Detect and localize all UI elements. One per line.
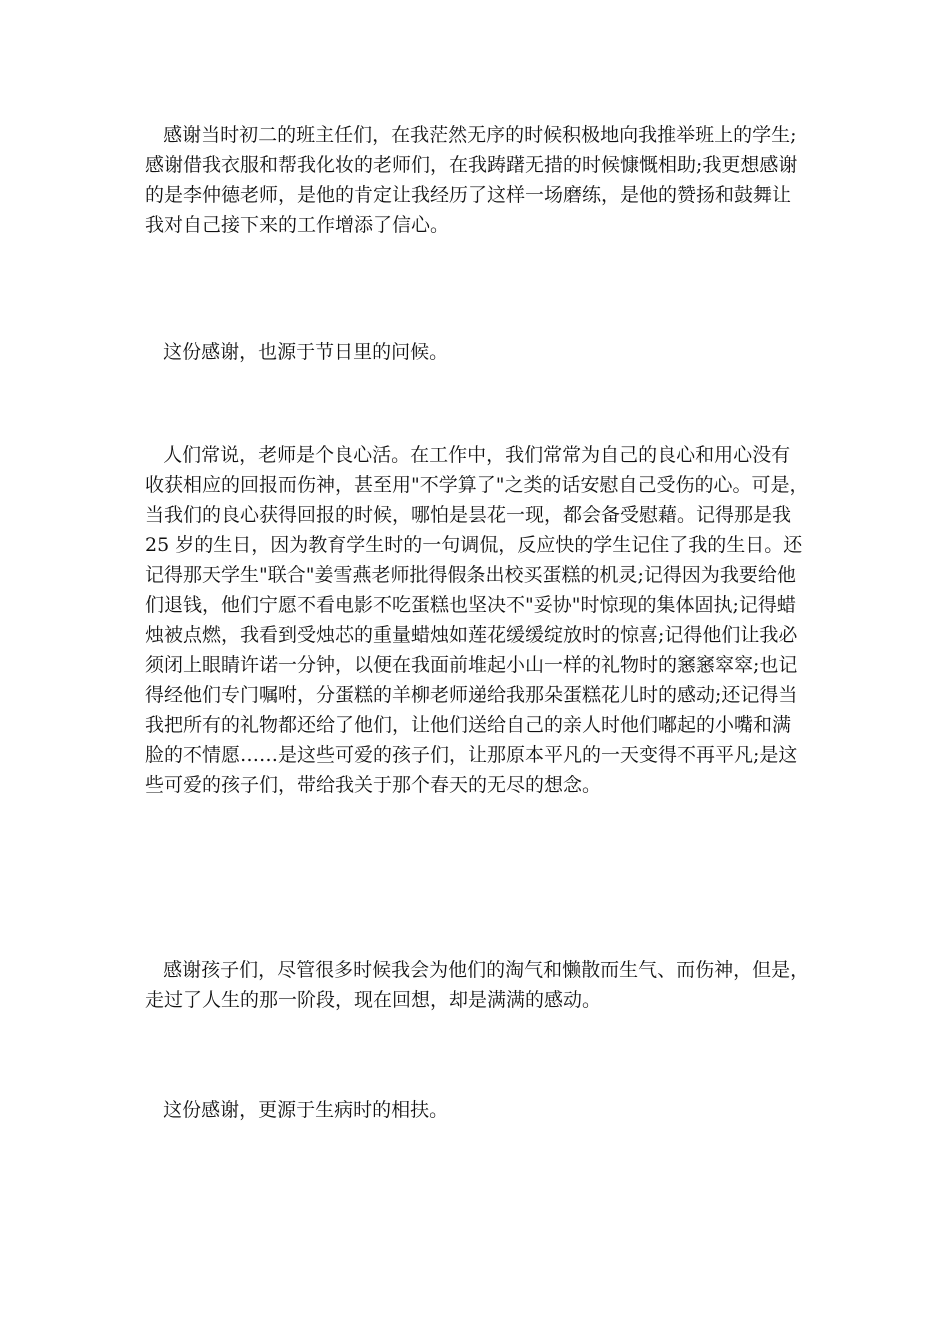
text-line: 些可爱的孩子们，带给我关于那个春天的无尽的想念。 [145, 774, 602, 796]
text-line: 人们常说，老师是个良心活。在工作中，我们常常为自己的良心和用心没有 [145, 444, 791, 466]
paragraph-thanks-teachers [145, 120, 810, 240]
text-line: 的是李仲德老师，是他的肯定让我经历了这样一场磨练，是他的赞扬和鼓舞让 [145, 184, 792, 206]
text-line: 们退钱，他们宁愿不看电影不吃蛋糕也坚决不"妥协"时惊现的集体固执;记得蜡 [145, 594, 796, 616]
text-line: 须闭上眼睛许诺一分钟，以便在我面前堆起小山一样的礼物时的窸窸窣窣;也记 [145, 654, 798, 676]
text-line: 走过了人生的那一阶段，现在回想，却是满满的感动。 [145, 989, 602, 1011]
text-line: 得经他们专门嘱咐，分蛋糕的羊柳老师递给我那朵蛋糕花儿时的感动;还记得当 [145, 684, 798, 706]
text-line: 感谢孩子们，尽管很多时候我会为他们的淘气和懒散而生气、而伤神，但是， [145, 959, 810, 981]
text-line: 这份感谢，更源于生病时的相扶。 [145, 1099, 449, 1121]
text-line: 这份感谢，也源于节日里的问候。 [145, 341, 449, 363]
paragraph-thanks-children [145, 955, 810, 1015]
paragraph-birthday-memory [145, 440, 810, 800]
text-line: 25 岁的生日，因为教育学生时的一句调侃，反应快的学生记住了我的生日。还 [145, 534, 803, 556]
text-line: 烛被点燃，我看到受烛芯的重量蜡烛如莲花缓缓绽放时的惊喜;记得他们让我必 [145, 624, 798, 646]
text-line: 我把所有的礼物都还给了他们，让他们送给自己的亲人时他们嘟起的小嘴和满 [145, 714, 792, 736]
paragraph-holiday-greetings [145, 337, 810, 367]
text-line: 感谢借我衣服和帮我化妆的老师们，在我踌躇无措的时候慷慨相助;我更想感谢 [145, 154, 798, 176]
text-line: 记得那天学生"联合"姜雪燕老师批得假条出校买蛋糕的机灵;记得因为我要给他 [145, 564, 796, 586]
text-line: 当我们的良心获得回报的时候，哪怕是昙花一现，都会备受慰藉。记得那是我 [145, 504, 792, 526]
text-line: 脸的不情愿……是这些可爱的孩子们，让那原本平凡的一天变得不再平凡;是这 [145, 744, 798, 766]
text-line: 收获相应的回报而伤神，甚至用"不学算了"之类的话安慰自己受伤的心。可是， [145, 474, 809, 496]
text-line: 感谢当时初二的班主任们，在我茫然无序的时候积极地向我推举班上的学生; [145, 124, 797, 146]
text-line: 我对自己接下来的工作增添了信心。 [145, 214, 450, 236]
paragraph-illness-support [145, 1095, 810, 1125]
